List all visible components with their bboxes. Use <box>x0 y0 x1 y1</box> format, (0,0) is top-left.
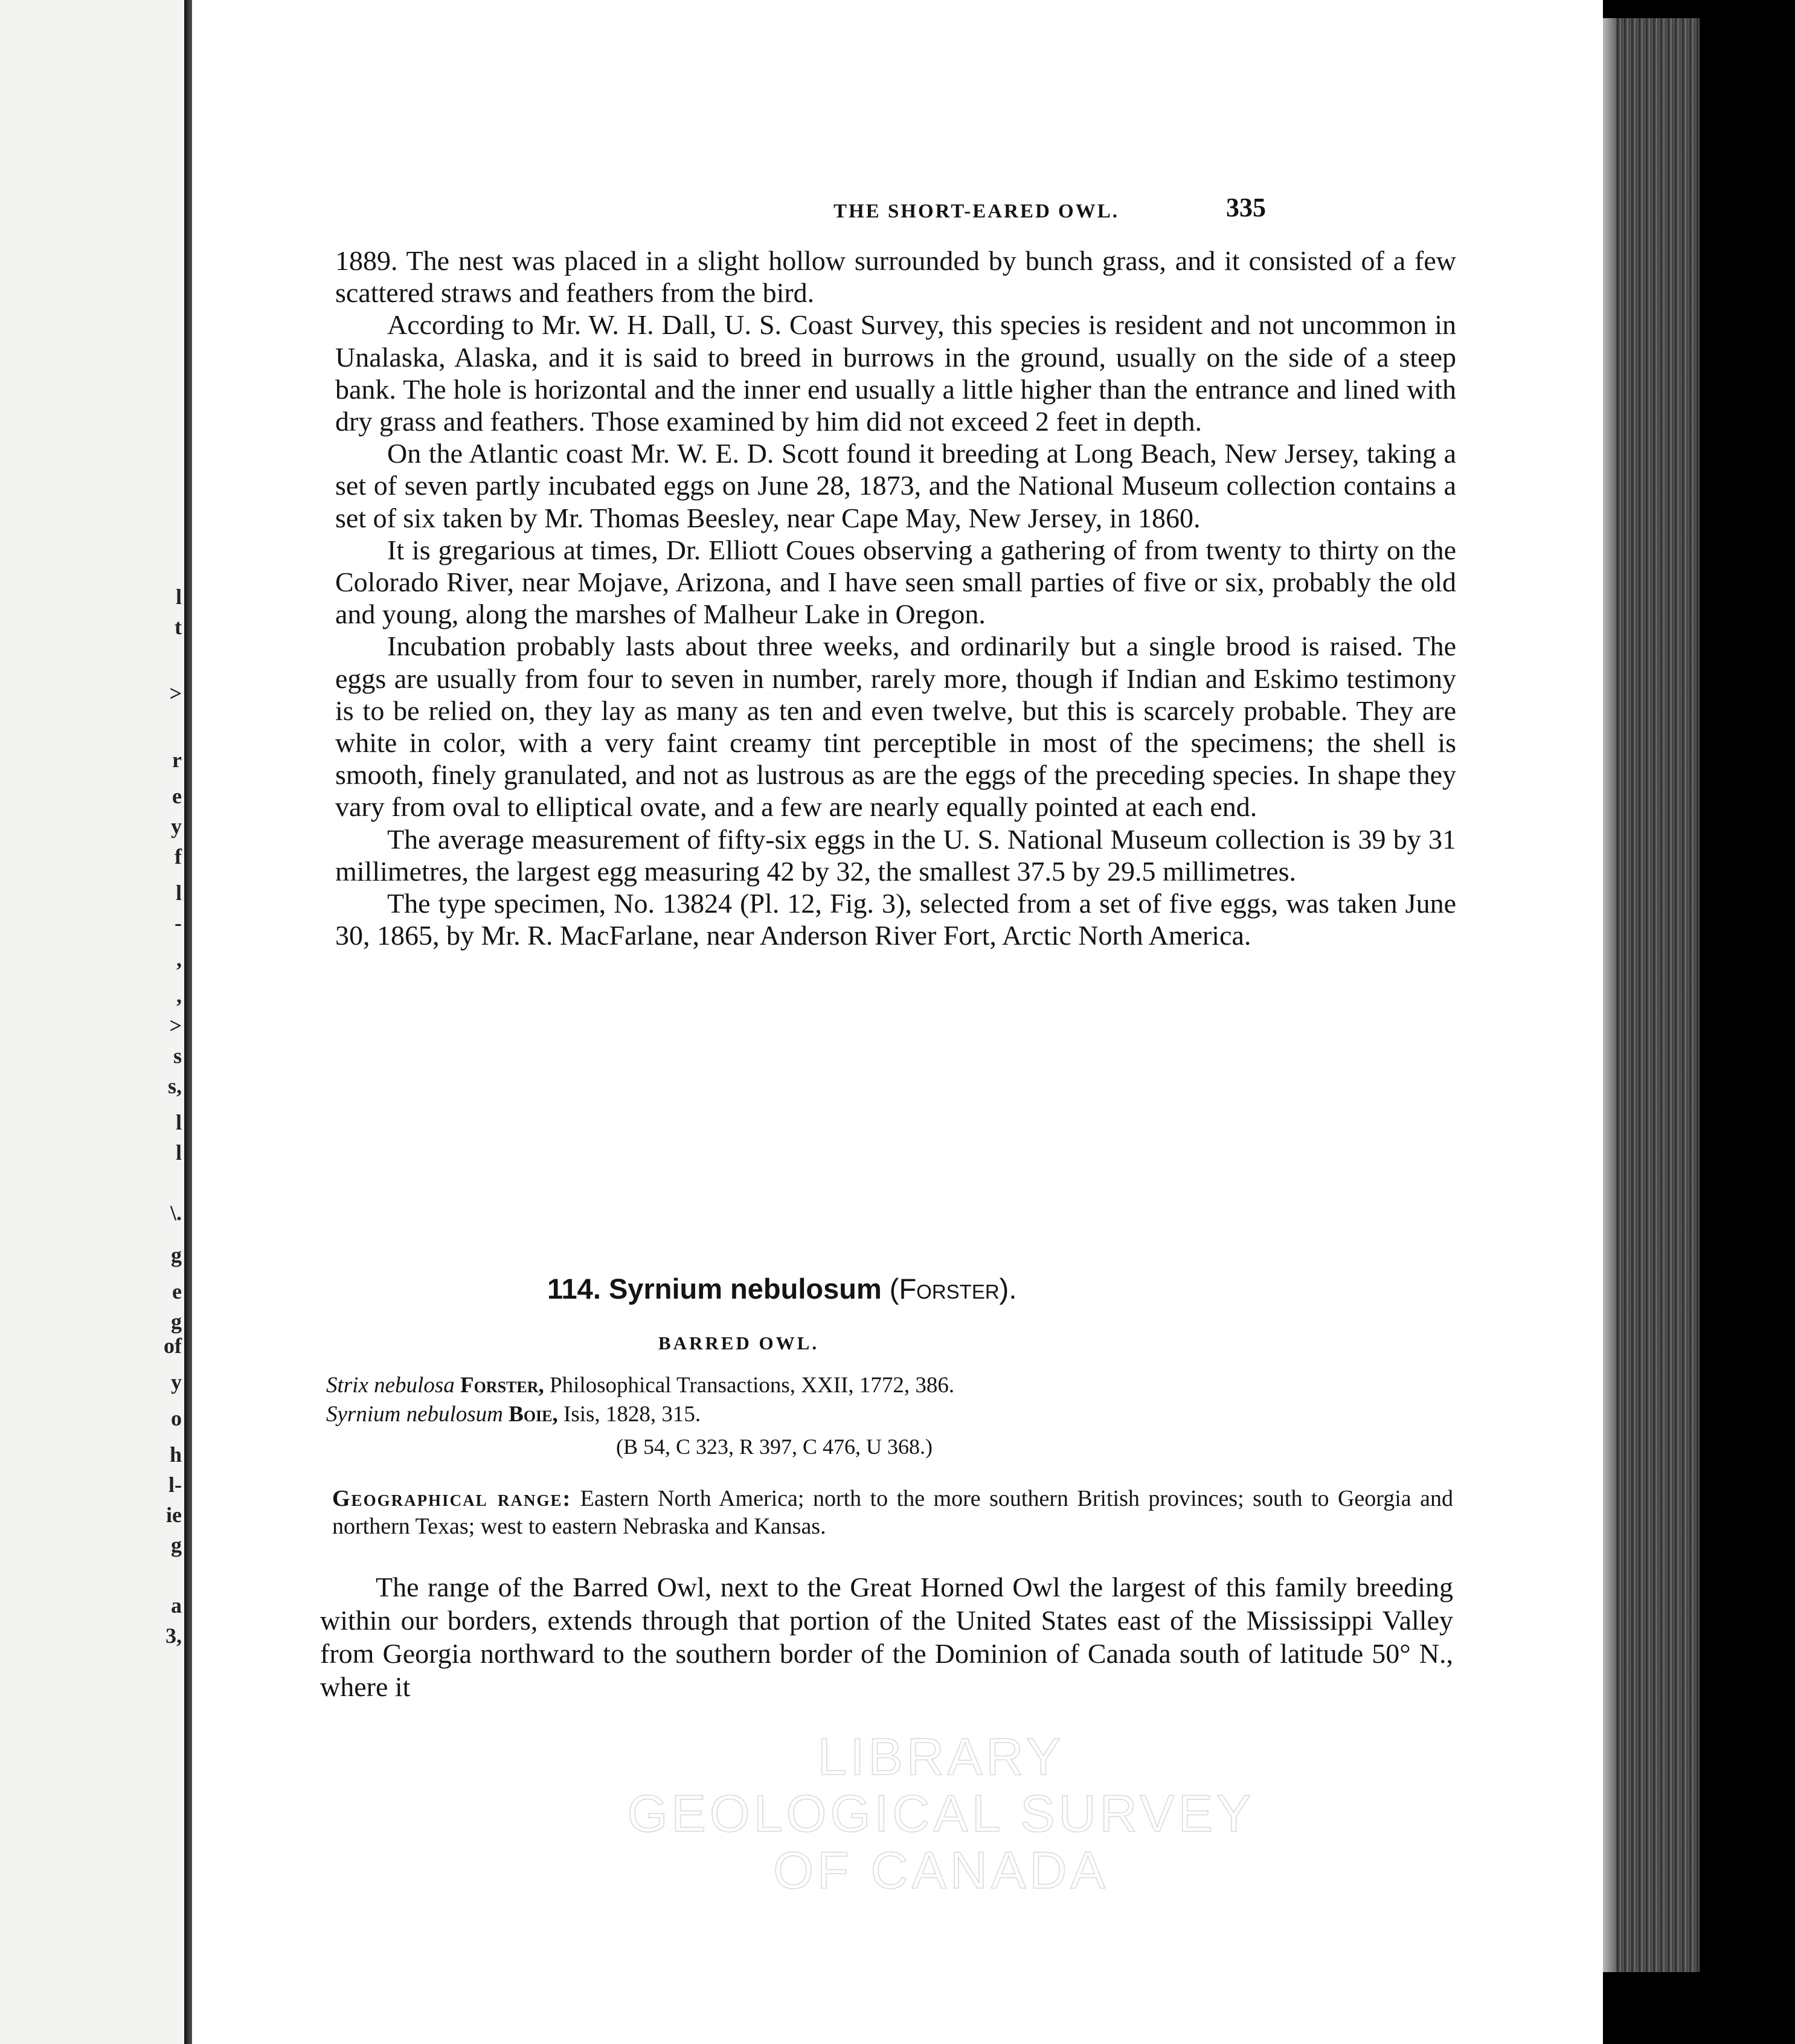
facing-page-fragment: y <box>171 814 182 838</box>
paragraph: On the Atlantic coast Mr. W. E. D. Scott found it breeding at Long Beach, New Jersey, taking a set of seven partly incubated eggs on June 28, 1873, and the National Museum collection contains a set of six taken by Mr. Thomas Beesley, near Cape May, New Jersey, in 1860. <box>335 438 1456 533</box>
facing-page-fragment: l- <box>169 1473 182 1497</box>
species-name: Syrnium nebulosum <box>608 1273 882 1305</box>
paragraph: 1889. The nest was placed in a slight hollow surrounded by bunch grass, and it consisted of a few scattered straws and feathers from the bird. <box>335 245 1456 309</box>
library-stamp <box>579 1729 1303 1899</box>
facing-page-fragment: o <box>171 1406 182 1430</box>
page-edge-highlight <box>1603 18 1616 1972</box>
species-heading <box>547 1272 1016 1305</box>
facing-page-fragment: - <box>175 911 182 935</box>
facing-page-fragment: a <box>171 1593 182 1618</box>
book-page <box>192 0 1603 2044</box>
body-text <box>335 245 1456 951</box>
synonym-line <box>326 1401 701 1427</box>
facing-page-fragment: f <box>175 844 182 869</box>
facing-page-fragment: g <box>171 1243 182 1267</box>
facing-page-fragment: ie <box>166 1503 182 1527</box>
page-header <box>192 192 1603 240</box>
facing-page-fragment: , <box>176 983 182 1008</box>
facing-page-fragment: > <box>169 681 182 705</box>
stamp-line: OF CANADA <box>773 1842 1109 1900</box>
page-edges <box>1603 18 1700 1972</box>
geographical-range-text: Eastern North America; north to the more southern British provinces; south to Georgia and northern Texas; west to eastern Nebraska and Kansas. <box>332 1486 1453 1539</box>
synonym-line <box>326 1372 954 1398</box>
paragraph: The average measurement of fifty-six eggs in the U. S. National Museum collection is 39 by 31 millimetres, the largest egg measuring 42 by 32, the smallest 37.5 by 29.5 millimetres. <box>335 823 1456 887</box>
synonym-author: Boie, <box>509 1402 558 1427</box>
facing-page-fragment: h <box>169 1442 182 1467</box>
geographical-range-label: Geographical range: <box>332 1486 572 1511</box>
facing-page-fragment: > <box>169 1014 182 1038</box>
facing-page-fragment: s <box>173 1044 182 1068</box>
synonym-scientific-name: Strix nebulosa <box>326 1373 455 1398</box>
facing-page-fragment: \. <box>170 1201 182 1225</box>
paragraph: Incubation probably lasts about three weeks, and ordinarily but a single brood is raised. The eggs are usually from four to seven in number, rarely more, though if Indian and Eskimo testimony is to be relied on, they lay as many as ten and even twelve, but this is scarcely probable. They are white in color, with a very faint creamy tint perceptible in most of the specimens; the shell is smooth, finely granulated, and not as lustrous as are the eggs of the preceding species. In shape they vary from oval to elliptical ovate, and a few are nearly equally pointed at each end. <box>335 631 1456 823</box>
facing-page-fragment: of <box>164 1334 182 1358</box>
catalog-references: (B 54, C 323, R 397, C 476, U 368.) <box>616 1435 933 1459</box>
paragraph: The type specimen, No. 13824 (Pl. 12, Fig. 3), selected from a set of five eggs, was taken June 30, 1865, by Mr. R. MacFarlane, near Anderson River Fort, Arctic North America. <box>335 888 1456 951</box>
book-gutter <box>184 0 192 2044</box>
facing-page-fragment: t <box>175 615 182 639</box>
facing-page-fragment: y <box>171 1370 182 1394</box>
facing-page-fragment: 3, <box>165 1624 182 1648</box>
facing-page-fragment: l <box>175 1140 182 1165</box>
facing-page-fragment: l <box>175 1110 182 1134</box>
species-authority: (Forster). <box>889 1273 1017 1305</box>
paragraph: According to Mr. W. H. Dall, U. S. Coast Survey, this species is resident and not uncommon in Unalaska, Alaska, and it is said to breed in burrows in the ground, usually on the side of a steep bank. The hole is horizontal and the inner end usually a little higher than the entrance and lined with dry grass and feathers. Those examined by him did not exceed 2 feet in depth. <box>335 309 1456 437</box>
facing-page-fragment: e <box>172 1279 182 1303</box>
running-head: THE SHORT-EARED OWL. <box>833 201 1119 222</box>
facing-page-fragment: g <box>171 1310 182 1334</box>
facing-page-fragment: l <box>175 881 182 905</box>
synonym-reference: Philosophical Transactions, XXII, 1772, 386. <box>550 1373 955 1398</box>
facing-page-fragment: r <box>172 748 182 772</box>
stamp-line: GEOLOGICAL SURVEY <box>627 1785 1255 1843</box>
page-number: 335 <box>1226 193 1266 222</box>
synonym-scientific-name: Syrnium nebulosum <box>326 1402 503 1427</box>
synonym-reference: Isis, 1828, 315. <box>564 1402 701 1427</box>
species-number: 114. <box>547 1273 601 1305</box>
paragraph: It is gregarious at times, Dr. Elliott Coues observing a gathering of from twenty to thirty on the Colorado River, near Mojave, Arizona, and I have seen small parties of five or six, probably the old and young, along the marshes of Malheur Lake in Oregon. <box>335 534 1456 630</box>
facing-page <box>0 0 184 2044</box>
synonym-author: Forster, <box>460 1373 544 1398</box>
facing-page-fragment: l <box>175 585 182 609</box>
stamp-line: LIBRARY <box>817 1728 1065 1786</box>
facing-page-fragment: , <box>176 947 182 971</box>
facing-page-fragment: g <box>171 1533 182 1557</box>
closing-text <box>320 1570 1453 1703</box>
common-name: BARRED OWL. <box>658 1332 820 1354</box>
paragraph: The range of the Barred Owl, next to the Great Horned Owl the largest of this family breeding within our borders, extends through that portion of the United States east of the Mississippi Valley from Georgia northward to the southern border of the Dominion of Canada south of latitude 50° N., where it <box>320 1572 1453 1702</box>
facing-page-fragment: e <box>172 784 182 808</box>
geographical-range <box>332 1485 1453 1540</box>
facing-page-fragment: s, <box>167 1074 182 1098</box>
